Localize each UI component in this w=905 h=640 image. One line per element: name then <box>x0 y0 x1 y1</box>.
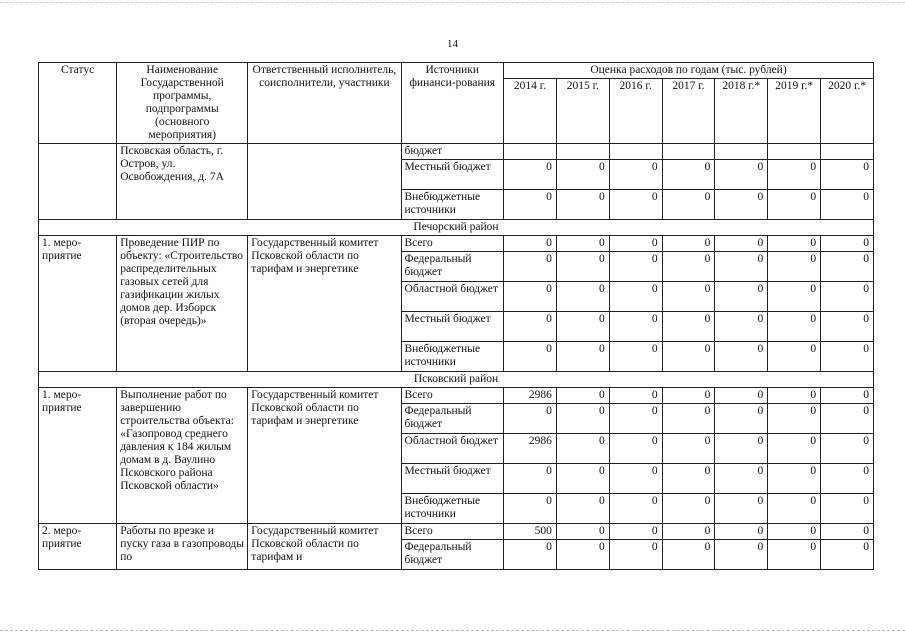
source-cell: Федеральный бюджет <box>401 540 504 570</box>
value-cell: 0 <box>715 464 768 494</box>
source-cell: Местный бюджет <box>401 160 504 190</box>
value-cell: 0 <box>609 282 662 312</box>
value-cell: 0 <box>609 434 662 464</box>
value-cell: 0 <box>662 190 715 220</box>
value-cell <box>821 144 874 160</box>
value-cell: 0 <box>821 404 874 434</box>
value-cell: 0 <box>504 160 557 190</box>
value-cell: 0 <box>715 404 768 434</box>
value-cell: 0 <box>504 464 557 494</box>
value-cell: 0 <box>556 464 609 494</box>
value-cell: 0 <box>609 312 662 342</box>
header-status: Статус <box>39 63 117 144</box>
value-cell: 0 <box>504 236 557 252</box>
value-cell: 0 <box>504 494 557 524</box>
value-cell: 0 <box>504 342 557 372</box>
value-cell: 2986 <box>504 388 557 404</box>
value-cell: 0 <box>821 494 874 524</box>
value-cell: 0 <box>662 464 715 494</box>
source-cell: Федеральный бюджет <box>401 252 504 282</box>
section-row <box>39 372 874 388</box>
name-cell: Выполнение работ по завершению строительства объекта: «Газопровод среднего давления к 184 жилым домам в д. Ваулино Псковского района Псковской области» <box>117 388 248 524</box>
header-year: 2014 г. <box>504 79 557 144</box>
value-cell: 0 <box>821 252 874 282</box>
budget-table <box>38 62 874 570</box>
value-cell: 0 <box>821 464 874 494</box>
scan-edge-bottom <box>0 630 905 632</box>
value-cell: 0 <box>609 524 662 540</box>
value-cell: 0 <box>662 434 715 464</box>
value-cell: 0 <box>768 236 821 252</box>
value-cell: 0 <box>609 190 662 220</box>
status-cell: 1. меро-приятие <box>39 388 117 524</box>
value-cell: 0 <box>609 494 662 524</box>
responsible-cell: Государственный комитет Псковской области по тарифам и энергетике <box>248 388 401 524</box>
value-cell: 0 <box>609 540 662 570</box>
value-cell: 0 <box>768 434 821 464</box>
source-cell: Местный бюджет <box>401 312 504 342</box>
value-cell: 0 <box>768 404 821 434</box>
value-cell: 0 <box>715 160 768 190</box>
value-cell: 0 <box>662 252 715 282</box>
value-cell: 0 <box>556 404 609 434</box>
value-cell: 0 <box>609 342 662 372</box>
responsible-cell: Государственный комитет Псковской области по тарифам и <box>248 524 401 570</box>
section-row <box>39 220 874 236</box>
value-cell: 0 <box>715 252 768 282</box>
value-cell: 500 <box>504 524 557 540</box>
value-cell: 0 <box>821 236 874 252</box>
name-cell: Работы по врезке и пуску газа в газопроводы по <box>117 524 248 570</box>
value-cell: 0 <box>821 282 874 312</box>
value-cell: 0 <box>662 312 715 342</box>
value-cell: 0 <box>821 190 874 220</box>
source-cell: Всего <box>401 236 504 252</box>
value-cell: 0 <box>556 434 609 464</box>
value-cell: 0 <box>821 312 874 342</box>
value-cell: 0 <box>821 434 874 464</box>
value-cell: 0 <box>768 540 821 570</box>
value-cell: 0 <box>609 252 662 282</box>
value-cell: 0 <box>609 160 662 190</box>
value-cell <box>504 144 557 160</box>
value-cell: 0 <box>556 160 609 190</box>
value-cell <box>662 144 715 160</box>
status-cell <box>39 144 117 220</box>
value-cell: 0 <box>662 540 715 570</box>
value-cell: 0 <box>821 540 874 570</box>
value-cell: 0 <box>821 524 874 540</box>
value-cell: 0 <box>662 388 715 404</box>
value-cell: 0 <box>768 252 821 282</box>
source-cell: Всего <box>401 524 504 540</box>
value-cell: 0 <box>768 494 821 524</box>
value-cell: 0 <box>556 252 609 282</box>
value-cell: 0 <box>715 434 768 464</box>
value-cell: 0 <box>662 404 715 434</box>
value-cell: 0 <box>768 282 821 312</box>
value-cell: 0 <box>662 160 715 190</box>
value-cell: 0 <box>715 540 768 570</box>
section-title: Печорский район <box>39 220 874 236</box>
value-cell: 0 <box>504 190 557 220</box>
header-year: 2016 г. <box>609 79 662 144</box>
value-cell <box>556 144 609 160</box>
value-cell: 0 <box>662 342 715 372</box>
value-cell: 0 <box>609 388 662 404</box>
value-cell: 0 <box>504 282 557 312</box>
table-row <box>39 524 874 540</box>
status-cell: 2. меро-приятие <box>39 524 117 570</box>
value-cell: 0 <box>715 388 768 404</box>
value-cell: 0 <box>768 464 821 494</box>
value-cell <box>609 144 662 160</box>
responsible-cell: Государственный комитет Псковской области по тарифам и энергетике <box>248 236 401 372</box>
table-row <box>39 236 874 252</box>
value-cell: 0 <box>504 404 557 434</box>
source-cell: Областной бюджет <box>401 282 504 312</box>
value-cell: 2986 <box>504 434 557 464</box>
header-year: 2015 г. <box>556 79 609 144</box>
value-cell: 0 <box>556 524 609 540</box>
value-cell: 0 <box>609 464 662 494</box>
value-cell: 0 <box>715 312 768 342</box>
value-cell: 0 <box>821 388 874 404</box>
responsible-cell <box>248 144 401 220</box>
value-cell: 0 <box>662 282 715 312</box>
value-cell: 0 <box>768 388 821 404</box>
header-year: 2019 г.* <box>768 79 821 144</box>
value-cell: 0 <box>504 252 557 282</box>
value-cell <box>768 144 821 160</box>
header-sources: Источники финанси-рования <box>401 63 504 144</box>
name-cell: Проведение ПИР по объекту: «Строительство распределительных газовых сетей для газификации жилых домов дер. Изборск (вторая очередь)» <box>117 236 248 372</box>
value-cell: 0 <box>556 282 609 312</box>
value-cell: 0 <box>556 388 609 404</box>
value-cell: 0 <box>556 190 609 220</box>
header-year: 2017 г. <box>662 79 715 144</box>
value-cell: 0 <box>821 160 874 190</box>
value-cell: 0 <box>556 236 609 252</box>
value-cell: 0 <box>715 342 768 372</box>
source-cell: Областной бюджет <box>401 434 504 464</box>
header-year: 2018 г.* <box>715 79 768 144</box>
scan-edge-top <box>0 2 905 4</box>
header-name: Наименование Государственной программы, подпрограммы (основного мероприятия) <box>117 63 248 144</box>
page-number: 14 <box>447 38 458 50</box>
source-cell: Внебюджетные источники <box>401 342 504 372</box>
header-year: 2020 г.* <box>821 79 874 144</box>
value-cell: 0 <box>715 190 768 220</box>
value-cell: 0 <box>662 494 715 524</box>
value-cell: 0 <box>768 342 821 372</box>
header-responsible: Ответственный исполнитель, соисполнители, участники <box>248 63 401 144</box>
source-cell: Внебюджетные источники <box>401 494 504 524</box>
value-cell: 0 <box>556 540 609 570</box>
value-cell: 0 <box>662 524 715 540</box>
value-cell: 0 <box>504 540 557 570</box>
value-cell: 0 <box>715 236 768 252</box>
value-cell <box>715 144 768 160</box>
value-cell: 0 <box>609 236 662 252</box>
section-title: Псковский район <box>39 372 874 388</box>
header-estimate: Оценка расходов по годам (тыс. рублей) <box>504 63 874 79</box>
source-cell: Внебюджетные источники <box>401 190 504 220</box>
source-cell: Федеральный бюджет <box>401 404 504 434</box>
source-cell: Всего <box>401 388 504 404</box>
value-cell: 0 <box>715 494 768 524</box>
value-cell: 0 <box>504 312 557 342</box>
source-cell: бюджет <box>401 144 504 160</box>
value-cell: 0 <box>768 524 821 540</box>
value-cell: 0 <box>768 312 821 342</box>
value-cell: 0 <box>821 342 874 372</box>
value-cell: 0 <box>715 524 768 540</box>
table-row <box>39 388 874 404</box>
value-cell: 0 <box>609 404 662 434</box>
value-cell: 0 <box>662 236 715 252</box>
table-row <box>39 144 874 160</box>
source-cell: Местный бюджет <box>401 464 504 494</box>
value-cell: 0 <box>715 282 768 312</box>
value-cell: 0 <box>556 312 609 342</box>
name-cell: Псковская область, г. Остров, ул. Освобождения, д. 7А <box>117 144 248 220</box>
value-cell: 0 <box>556 494 609 524</box>
status-cell: 1. меро-приятие <box>39 236 117 372</box>
value-cell: 0 <box>768 190 821 220</box>
value-cell: 0 <box>768 160 821 190</box>
value-cell: 0 <box>556 342 609 372</box>
